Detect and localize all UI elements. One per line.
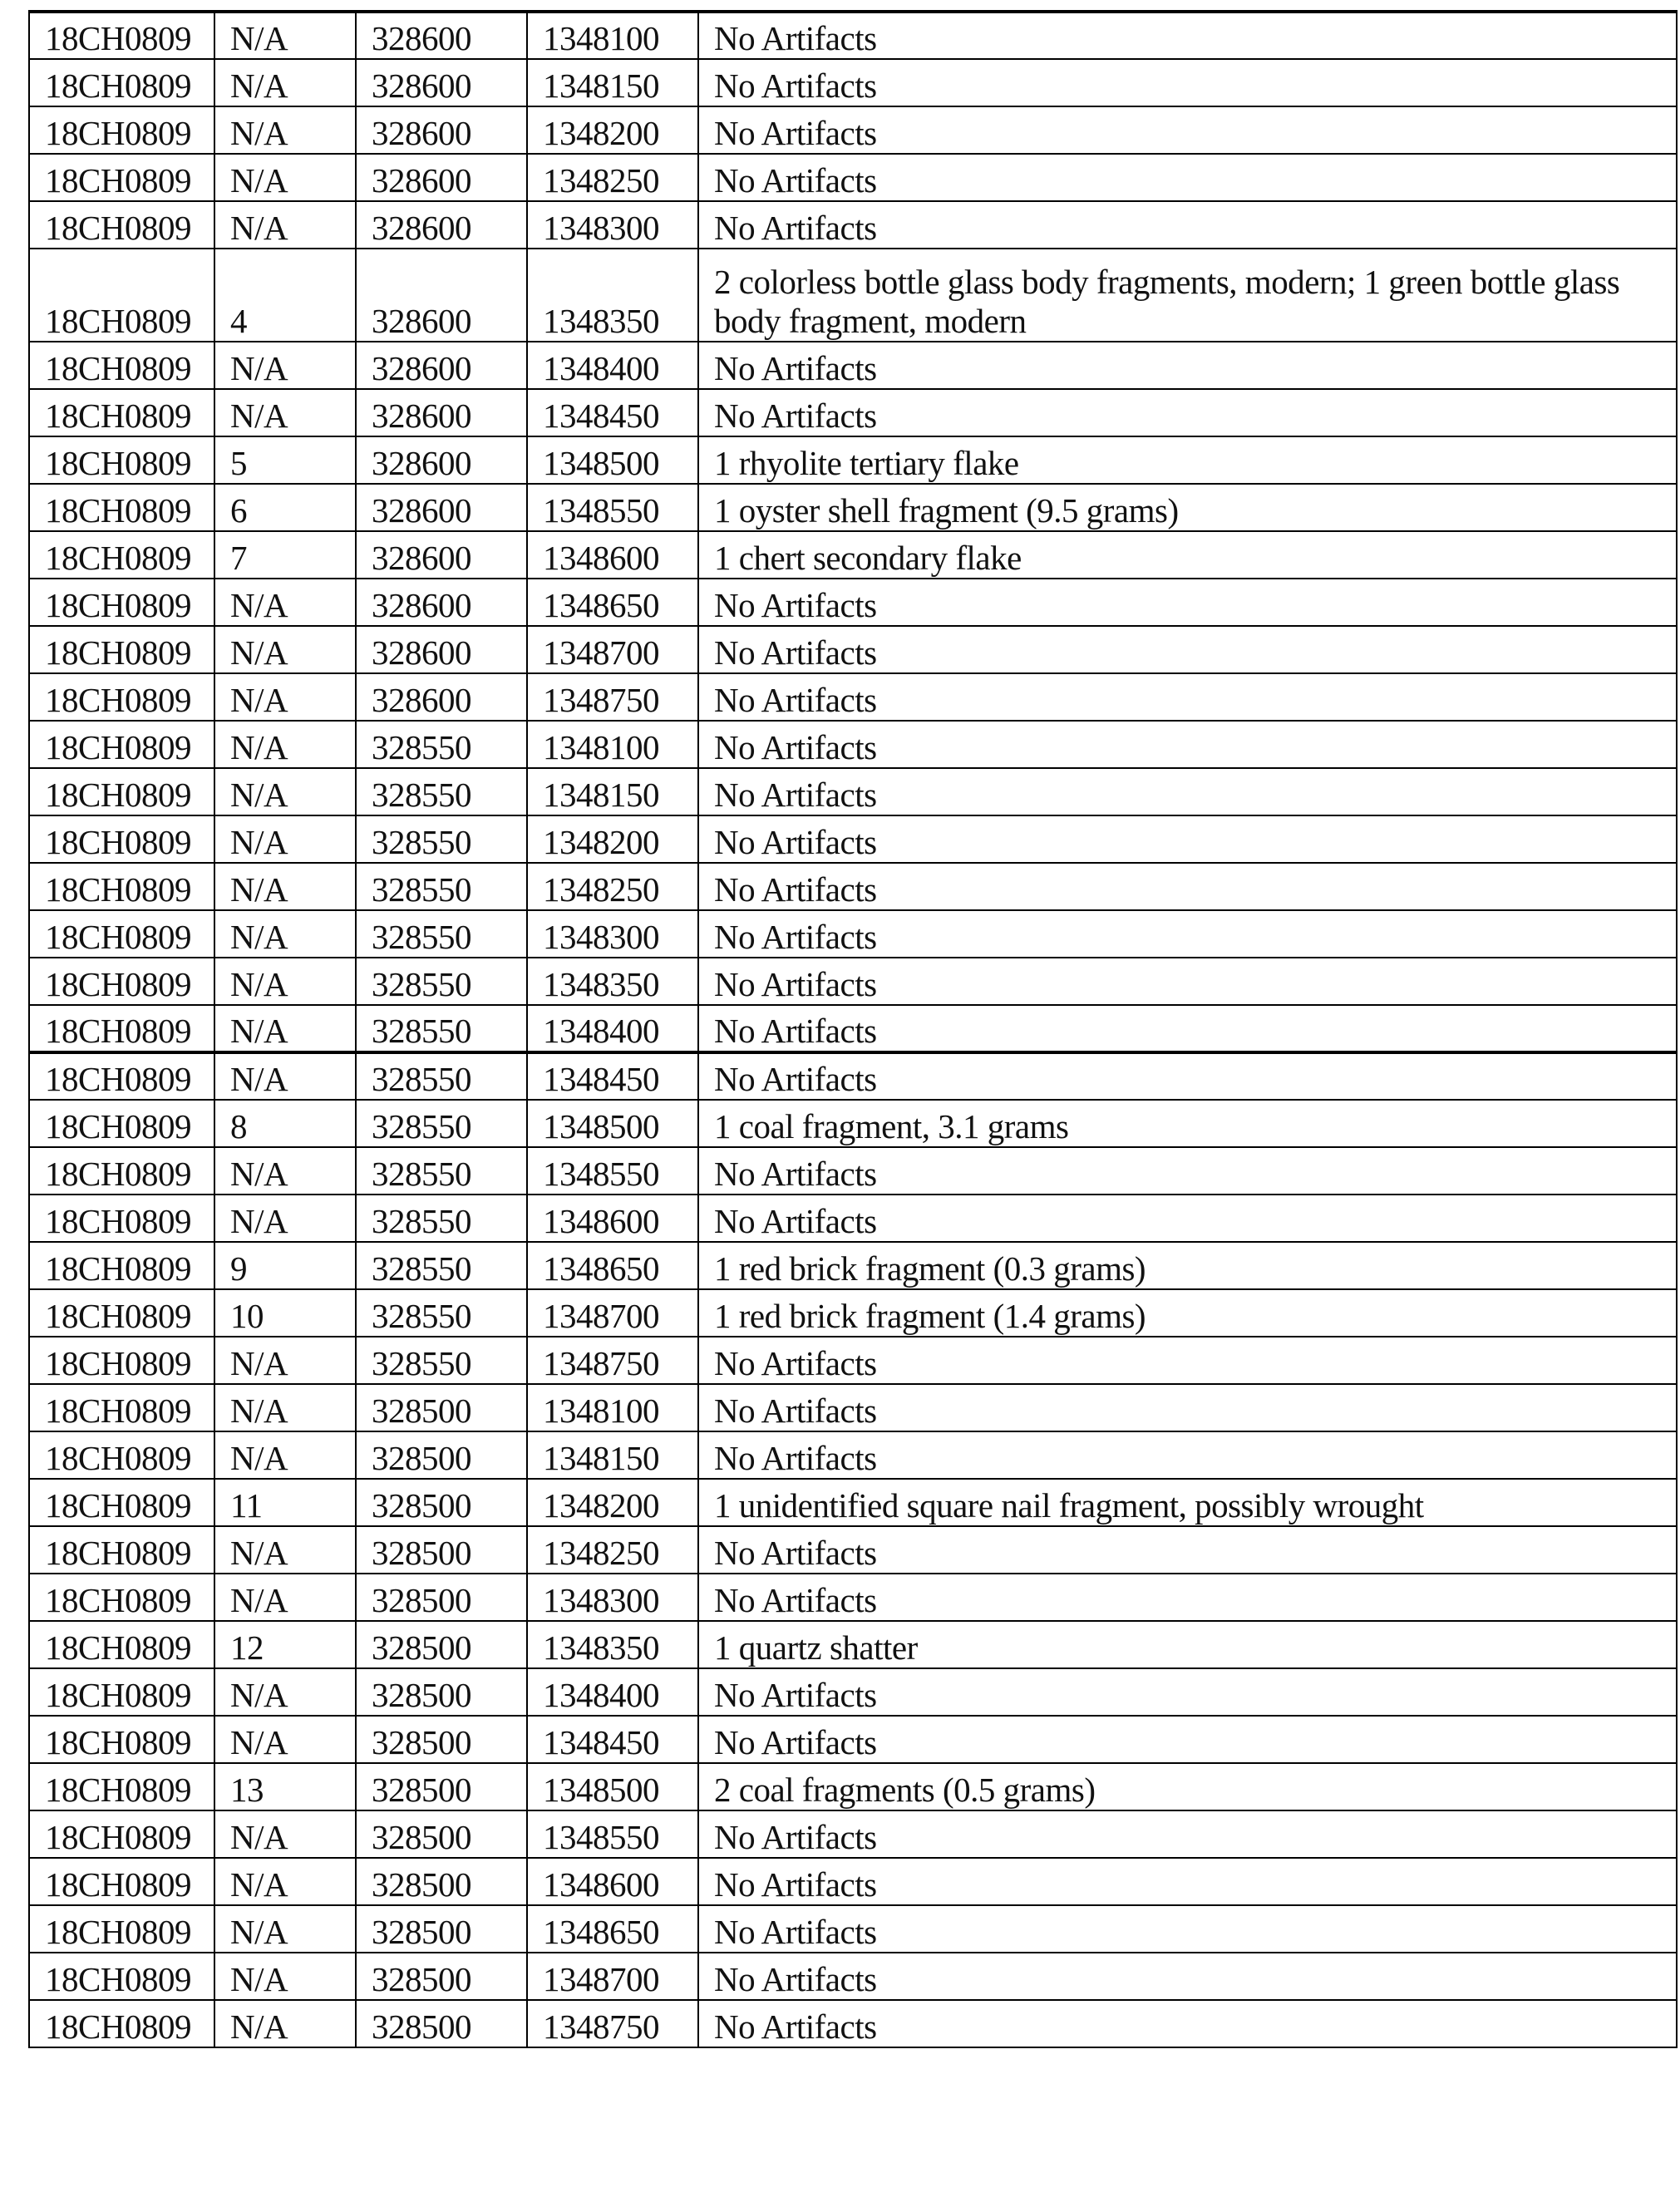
easting-cell: 328550 [356, 910, 527, 958]
description-cell: No Artifacts [698, 12, 1677, 59]
catalog-number-cell: N/A [214, 12, 356, 59]
site-number-cell: 18CH0809 [29, 436, 214, 484]
easting-cell: 328500 [356, 1716, 527, 1763]
description-cell: No Artifacts [698, 2000, 1677, 2047]
easting-cell: 328500 [356, 1905, 527, 1953]
northing-cell: 1348350 [527, 1621, 698, 1668]
site-number-cell: 18CH0809 [29, 1953, 214, 2000]
northing-cell: 1348650 [527, 579, 698, 626]
easting-cell: 328550 [356, 815, 527, 863]
northing-cell: 1348250 [527, 863, 698, 910]
catalog-number-cell: N/A [214, 389, 356, 436]
site-number-cell: 18CH0809 [29, 1479, 214, 1526]
description-cell: 1 chert secondary flake [698, 531, 1677, 579]
catalog-number-cell: N/A [214, 201, 356, 249]
site-number-cell: 18CH0809 [29, 1716, 214, 1763]
catalog-number-cell: 5 [214, 436, 356, 484]
northing-cell: 1348700 [527, 626, 698, 673]
northing-cell: 1348750 [527, 673, 698, 721]
table-row [29, 1668, 1677, 1716]
northing-cell: 1348150 [527, 768, 698, 815]
artifact-inventory-table [28, 10, 1678, 2048]
easting-cell: 328500 [356, 1526, 527, 1574]
description-cell: No Artifacts [698, 1195, 1677, 1242]
table-row [29, 249, 1677, 342]
site-number-cell: 18CH0809 [29, 1052, 214, 1100]
table-row [29, 815, 1677, 863]
catalog-number-cell: N/A [214, 1668, 356, 1716]
catalog-number-cell: N/A [214, 1005, 356, 1052]
site-number-cell: 18CH0809 [29, 342, 214, 389]
northing-cell: 1348450 [527, 389, 698, 436]
easting-cell: 328600 [356, 436, 527, 484]
catalog-number-cell: N/A [214, 342, 356, 389]
northing-cell: 1348250 [527, 1526, 698, 1574]
easting-cell: 328550 [356, 768, 527, 815]
table-row [29, 1621, 1677, 1668]
easting-cell: 328500 [356, 2000, 527, 2047]
site-number-cell: 18CH0809 [29, 1242, 214, 1289]
catalog-number-cell: N/A [214, 1716, 356, 1763]
catalog-number-cell: N/A [214, 1905, 356, 1953]
northing-cell: 1348500 [527, 436, 698, 484]
easting-cell: 328600 [356, 531, 527, 579]
site-number-cell: 18CH0809 [29, 12, 214, 59]
table-row [29, 1052, 1677, 1100]
catalog-number-cell: N/A [214, 958, 356, 1005]
table-row [29, 673, 1677, 721]
site-number-cell: 18CH0809 [29, 579, 214, 626]
site-number-cell: 18CH0809 [29, 1005, 214, 1052]
northing-cell: 1348550 [527, 1147, 698, 1195]
site-number-cell: 18CH0809 [29, 1384, 214, 1431]
catalog-number-cell: N/A [214, 768, 356, 815]
table-body [29, 12, 1677, 2047]
table-row [29, 1384, 1677, 1431]
northing-cell: 1348550 [527, 484, 698, 531]
table-row [29, 579, 1677, 626]
easting-cell: 328600 [356, 626, 527, 673]
catalog-number-cell: N/A [214, 1147, 356, 1195]
site-number-cell: 18CH0809 [29, 721, 214, 768]
northing-cell: 1348600 [527, 1858, 698, 1905]
description-cell: 1 rhyolite tertiary flake [698, 436, 1677, 484]
table-row [29, 1337, 1677, 1384]
site-number-cell: 18CH0809 [29, 1858, 214, 1905]
site-number-cell: 18CH0809 [29, 815, 214, 863]
catalog-number-cell: N/A [214, 910, 356, 958]
catalog-number-cell: N/A [214, 1858, 356, 1905]
easting-cell: 328550 [356, 1147, 527, 1195]
table-row [29, 1195, 1677, 1242]
description-cell: No Artifacts [698, 1147, 1677, 1195]
description-cell: No Artifacts [698, 673, 1677, 721]
table-row [29, 863, 1677, 910]
northing-cell: 1348400 [527, 1005, 698, 1052]
easting-cell: 328550 [356, 1337, 527, 1384]
table-row [29, 59, 1677, 106]
catalog-number-cell: N/A [214, 863, 356, 910]
catalog-number-cell: N/A [214, 1431, 356, 1479]
catalog-number-cell: N/A [214, 1052, 356, 1100]
northing-cell: 1348400 [527, 1668, 698, 1716]
easting-cell: 328600 [356, 484, 527, 531]
table-row [29, 1716, 1677, 1763]
table-row [29, 1810, 1677, 1858]
description-cell: No Artifacts [698, 815, 1677, 863]
table-row [29, 1289, 1677, 1337]
table-row [29, 958, 1677, 1005]
site-number-cell: 18CH0809 [29, 1668, 214, 1716]
description-cell: 1 red brick fragment (1.4 grams) [698, 1289, 1677, 1337]
site-number-cell: 18CH0809 [29, 1431, 214, 1479]
table-row [29, 106, 1677, 154]
description-cell: No Artifacts [698, 910, 1677, 958]
easting-cell: 328600 [356, 389, 527, 436]
site-number-cell: 18CH0809 [29, 1147, 214, 1195]
catalog-number-cell: N/A [214, 1384, 356, 1431]
easting-cell: 328500 [356, 1384, 527, 1431]
table-row [29, 389, 1677, 436]
site-number-cell: 18CH0809 [29, 1337, 214, 1384]
site-number-cell: 18CH0809 [29, 958, 214, 1005]
catalog-number-cell: N/A [214, 1526, 356, 1574]
catalog-number-cell: N/A [214, 579, 356, 626]
northing-cell: 1348550 [527, 1810, 698, 1858]
northing-cell: 1348300 [527, 910, 698, 958]
easting-cell: 328550 [356, 1195, 527, 1242]
easting-cell: 328550 [356, 863, 527, 910]
site-number-cell: 18CH0809 [29, 2000, 214, 2047]
description-cell: No Artifacts [698, 106, 1677, 154]
table-row [29, 1574, 1677, 1621]
description-cell: No Artifacts [698, 768, 1677, 815]
easting-cell: 328500 [356, 1763, 527, 1810]
description-cell: No Artifacts [698, 1905, 1677, 1953]
northing-cell: 1348150 [527, 1431, 698, 1479]
northing-cell: 1348300 [527, 1574, 698, 1621]
northing-cell: 1348100 [527, 1384, 698, 1431]
site-number-cell: 18CH0809 [29, 389, 214, 436]
easting-cell: 328600 [356, 106, 527, 154]
description-cell: No Artifacts [698, 958, 1677, 1005]
table-row [29, 1953, 1677, 2000]
description-cell: 2 colorless bottle glass body fragments, modern; 1 green bottle glass body fragment, modern [698, 249, 1677, 342]
site-number-cell: 18CH0809 [29, 863, 214, 910]
site-number-cell: 18CH0809 [29, 1195, 214, 1242]
site-number-cell: 18CH0809 [29, 1621, 214, 1668]
easting-cell: 328600 [356, 579, 527, 626]
site-number-cell: 18CH0809 [29, 1289, 214, 1337]
description-cell: No Artifacts [698, 1858, 1677, 1905]
table-row [29, 12, 1677, 59]
easting-cell: 328550 [356, 1005, 527, 1052]
description-cell: No Artifacts [698, 1810, 1677, 1858]
northing-cell: 1348700 [527, 1289, 698, 1337]
description-cell: 1 oyster shell fragment (9.5 grams) [698, 484, 1677, 531]
description-cell: No Artifacts [698, 1431, 1677, 1479]
site-number-cell: 18CH0809 [29, 154, 214, 201]
description-cell: No Artifacts [698, 342, 1677, 389]
site-number-cell: 18CH0809 [29, 1526, 214, 1574]
catalog-number-cell: N/A [214, 59, 356, 106]
easting-cell: 328500 [356, 1621, 527, 1668]
table-row [29, 1763, 1677, 1810]
easting-cell: 328550 [356, 1289, 527, 1337]
catalog-number-cell: N/A [214, 626, 356, 673]
description-cell: No Artifacts [698, 201, 1677, 249]
site-number-cell: 18CH0809 [29, 1763, 214, 1810]
northing-cell: 1348200 [527, 1479, 698, 1526]
table-row [29, 154, 1677, 201]
table-row [29, 1526, 1677, 1574]
catalog-number-cell: 9 [214, 1242, 356, 1289]
site-number-cell: 18CH0809 [29, 910, 214, 958]
easting-cell: 328600 [356, 12, 527, 59]
northing-cell: 1348700 [527, 1953, 698, 2000]
description-cell: 1 red brick fragment (0.3 grams) [698, 1242, 1677, 1289]
catalog-number-cell: 10 [214, 1289, 356, 1337]
description-cell: No Artifacts [698, 1052, 1677, 1100]
northing-cell: 1348150 [527, 59, 698, 106]
easting-cell: 328500 [356, 1810, 527, 1858]
catalog-number-cell: 6 [214, 484, 356, 531]
easting-cell: 328600 [356, 154, 527, 201]
description-cell: No Artifacts [698, 1716, 1677, 1763]
northing-cell: 1348350 [527, 249, 698, 342]
catalog-number-cell: N/A [214, 1574, 356, 1621]
catalog-number-cell: N/A [214, 1337, 356, 1384]
easting-cell: 328500 [356, 1953, 527, 2000]
description-cell: 1 quartz shatter [698, 1621, 1677, 1668]
northing-cell: 1348200 [527, 815, 698, 863]
description-cell: No Artifacts [698, 154, 1677, 201]
description-cell: No Artifacts [698, 579, 1677, 626]
site-number-cell: 18CH0809 [29, 1574, 214, 1621]
easting-cell: 328600 [356, 249, 527, 342]
description-cell: No Artifacts [698, 863, 1677, 910]
northing-cell: 1348200 [527, 106, 698, 154]
document-page [28, 10, 1676, 2048]
table-row [29, 484, 1677, 531]
easting-cell: 328600 [356, 59, 527, 106]
northing-cell: 1348750 [527, 2000, 698, 2047]
easting-cell: 328550 [356, 721, 527, 768]
catalog-number-cell: N/A [214, 1195, 356, 1242]
easting-cell: 328500 [356, 1431, 527, 1479]
catalog-number-cell: N/A [214, 2000, 356, 2047]
table-row [29, 1100, 1677, 1147]
site-number-cell: 18CH0809 [29, 106, 214, 154]
table-row [29, 342, 1677, 389]
description-cell: No Artifacts [698, 59, 1677, 106]
table-row [29, 626, 1677, 673]
northing-cell: 1348100 [527, 721, 698, 768]
northing-cell: 1348350 [527, 958, 698, 1005]
catalog-number-cell: 11 [214, 1479, 356, 1526]
description-cell: No Artifacts [698, 1953, 1677, 2000]
table-row [29, 1479, 1677, 1526]
table-row [29, 910, 1677, 958]
table-row [29, 1431, 1677, 1479]
table-row [29, 721, 1677, 768]
table-row [29, 201, 1677, 249]
table-row [29, 436, 1677, 484]
catalog-number-cell: N/A [214, 154, 356, 201]
table-row [29, 531, 1677, 579]
easting-cell: 328500 [356, 1858, 527, 1905]
northing-cell: 1348600 [527, 1195, 698, 1242]
easting-cell: 328500 [356, 1668, 527, 1716]
northing-cell: 1348500 [527, 1763, 698, 1810]
catalog-number-cell: N/A [214, 673, 356, 721]
site-number-cell: 18CH0809 [29, 484, 214, 531]
table-row [29, 1005, 1677, 1052]
easting-cell: 328600 [356, 673, 527, 721]
description-cell: No Artifacts [698, 1526, 1677, 1574]
description-cell: No Artifacts [698, 721, 1677, 768]
site-number-cell: 18CH0809 [29, 673, 214, 721]
northing-cell: 1348450 [527, 1052, 698, 1100]
catalog-number-cell: N/A [214, 1953, 356, 2000]
northing-cell: 1348300 [527, 201, 698, 249]
table-row [29, 1147, 1677, 1195]
table-row [29, 1905, 1677, 1953]
catalog-number-cell: 7 [214, 531, 356, 579]
northing-cell: 1348600 [527, 531, 698, 579]
description-cell: No Artifacts [698, 626, 1677, 673]
northing-cell: 1348400 [527, 342, 698, 389]
northing-cell: 1348250 [527, 154, 698, 201]
table-row [29, 2000, 1677, 2047]
table-row [29, 1858, 1677, 1905]
easting-cell: 328550 [356, 1100, 527, 1147]
site-number-cell: 18CH0809 [29, 626, 214, 673]
description-cell: No Artifacts [698, 389, 1677, 436]
easting-cell: 328500 [356, 1479, 527, 1526]
site-number-cell: 18CH0809 [29, 1810, 214, 1858]
description-cell: No Artifacts [698, 1574, 1677, 1621]
catalog-number-cell: 13 [214, 1763, 356, 1810]
northing-cell: 1348450 [527, 1716, 698, 1763]
easting-cell: 328550 [356, 1052, 527, 1100]
easting-cell: 328550 [356, 958, 527, 1005]
description-cell: No Artifacts [698, 1337, 1677, 1384]
description-cell: No Artifacts [698, 1668, 1677, 1716]
easting-cell: 328550 [356, 1242, 527, 1289]
description-cell: No Artifacts [698, 1005, 1677, 1052]
easting-cell: 328600 [356, 342, 527, 389]
description-cell: No Artifacts [698, 1384, 1677, 1431]
catalog-number-cell: N/A [214, 1810, 356, 1858]
northing-cell: 1348750 [527, 1337, 698, 1384]
site-number-cell: 18CH0809 [29, 1100, 214, 1147]
description-cell: 1 unidentified square nail fragment, possibly wrought [698, 1479, 1677, 1526]
catalog-number-cell: N/A [214, 106, 356, 154]
easting-cell: 328600 [356, 201, 527, 249]
northing-cell: 1348500 [527, 1100, 698, 1147]
northing-cell: 1348650 [527, 1242, 698, 1289]
site-number-cell: 18CH0809 [29, 531, 214, 579]
site-number-cell: 18CH0809 [29, 1905, 214, 1953]
easting-cell: 328500 [356, 1574, 527, 1621]
catalog-number-cell: 12 [214, 1621, 356, 1668]
site-number-cell: 18CH0809 [29, 768, 214, 815]
description-cell: 1 coal fragment, 3.1 grams [698, 1100, 1677, 1147]
site-number-cell: 18CH0809 [29, 59, 214, 106]
catalog-number-cell: N/A [214, 721, 356, 768]
catalog-number-cell: 8 [214, 1100, 356, 1147]
description-cell: 2 coal fragments (0.5 grams) [698, 1763, 1677, 1810]
catalog-number-cell: 4 [214, 249, 356, 342]
table-row [29, 768, 1677, 815]
site-number-cell: 18CH0809 [29, 249, 214, 342]
site-number-cell: 18CH0809 [29, 201, 214, 249]
northing-cell: 1348100 [527, 12, 698, 59]
northing-cell: 1348650 [527, 1905, 698, 1953]
catalog-number-cell: N/A [214, 815, 356, 863]
table-row [29, 1242, 1677, 1289]
